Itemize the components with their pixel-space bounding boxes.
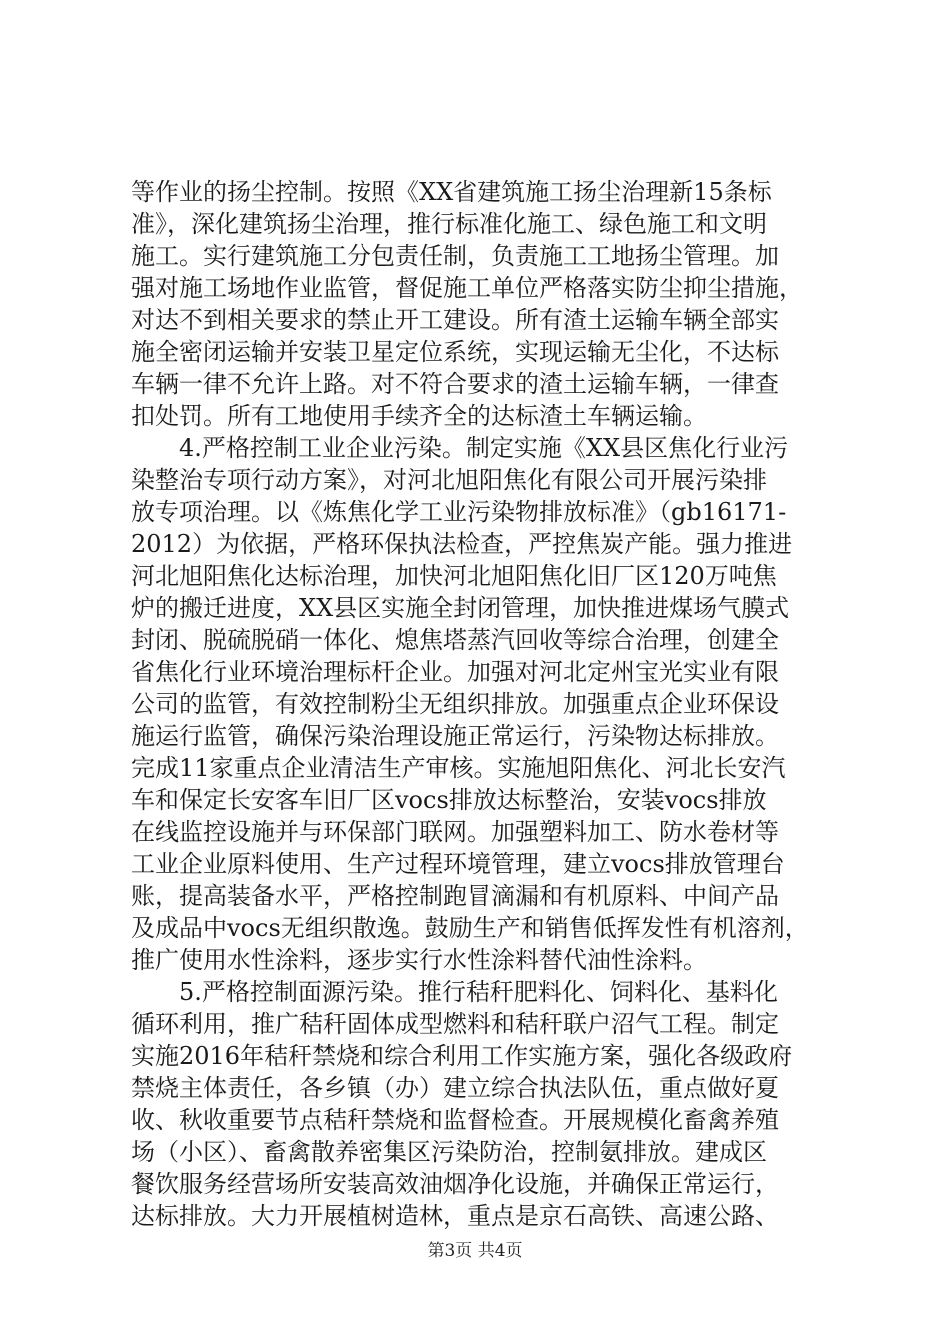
text-line: 5.严格控制面源污染。推行秸秆肥料化、饲料化、基料化 — [179, 978, 778, 1006]
text-line: 染整治专项行动方案》，对河北旭阳焦化有限公司开展污染排 — [131, 466, 767, 494]
text-line: 完成11家重点企业清洁生产审核。实施旭阳焦化、河北长安汽 — [131, 754, 786, 782]
text-line: 施全密闭运输并安装卫星定位系统，实现运输无尘化，不达标 — [131, 338, 779, 366]
text-line: 达标排放。大力开展植树造林，重点是京石高铁、高速公路、 — [131, 1202, 779, 1230]
text-line: 循环利用，推广秸秆固体成型燃料和秸秆联户沼气工程。制定 — [131, 1010, 779, 1038]
text-line: 强对施工场地作业监管，督促施工单位严格落实防尘抑尘措施， — [131, 274, 803, 302]
page-footer: 第3页 共4页 — [427, 1241, 523, 1261]
text-line: 准》，深化建筑扬尘治理，推行标准化施工、绿色施工和文明 — [131, 210, 767, 238]
text-line: 封闭、脱硫脱硝一体化、熄焦塔蒸汽回收等综合治理，创建全 — [131, 626, 779, 654]
text-line: 餐饮服务经营场所安装高效油烟净化设施，并确保正常运行， — [131, 1170, 779, 1198]
text-line: 场（小区）、畜禽散养密集区污染防治，控制氨排放。建成区 — [131, 1138, 767, 1166]
text-line: 施运行监管，确保污染治理设施正常运行，污染物达标排放。 — [131, 722, 779, 750]
text-line: 炉的搬迁进度，XX县区实施全封闭管理，加快推进煤场气膜式 — [131, 594, 790, 622]
text-line: 等作业的扬尘控制。按照《XX省建筑施工扬尘治理新15条标 — [131, 178, 772, 206]
text-line: 禁烧主体责任，各乡镇（办）建立综合执法队伍，重点做好夏 — [131, 1074, 779, 1102]
text-line: 车和保定长安客车旧厂区vocs排放达标整治，安装vocs排放 — [131, 786, 767, 814]
text-line: 放专项治理。以《炼焦化学工业污染物排放标准》（gb16171- — [131, 498, 787, 526]
text-line: 车辆一律不允许上路。对不符合要求的渣土运输车辆，一律查 — [131, 370, 779, 398]
text-line: 2012）为依据，严格环保执法检查，严控焦炭产能。强力推进 — [131, 530, 793, 558]
text-line: 对达不到相关要求的禁止开工建设。所有渣土运输车辆全部实 — [131, 306, 779, 334]
text-line: 公司的监管，有效控制粉尘无组织排放。加强重点企业环保设 — [131, 690, 779, 718]
document-body — [131, 176, 831, 1232]
text-line: 4.严格控制工业企业污染。制定实施《XX县区焦化行业污 — [179, 434, 789, 462]
text-line: 账，提高装备水平，严格控制跑冒滴漏和有机原料、中间产品 — [131, 882, 779, 910]
text-line: 推广使用水性涂料，逐步实行水性涂料替代油性涂料。 — [131, 946, 707, 974]
text-line: 工业企业原料使用、生产过程环境管理，建立vocs排放管理台 — [131, 850, 785, 878]
text-line: 扣处罚。所有工地使用手续齐全的达标渣土车辆运输。 — [131, 402, 707, 430]
text-line: 河北旭阳焦化达标治理，加快河北旭阳焦化旧厂区120万吨焦 — [131, 562, 777, 590]
text-line: 及成品中vocs无组织散逸。鼓励生产和销售低挥发性有机溶剂， — [131, 914, 809, 942]
text-line: 省焦化行业环境治理标杆企业。加强对河北定州宝光实业有限 — [131, 658, 779, 686]
text-line: 实施2016年秸秆禁烧和综合利用工作实施方案，强化各级政府 — [131, 1042, 793, 1070]
text-line: 施工。实行建筑施工分包责任制，负责施工工地扬尘管理。加 — [131, 242, 779, 270]
text-line: 收、秋收重要节点秸秆禁烧和监督检查。开展规模化畜禽养殖 — [131, 1106, 779, 1134]
text-line: 在线监控设施并与环保部门联网。加强塑料加工、防水卷材等 — [131, 818, 779, 846]
